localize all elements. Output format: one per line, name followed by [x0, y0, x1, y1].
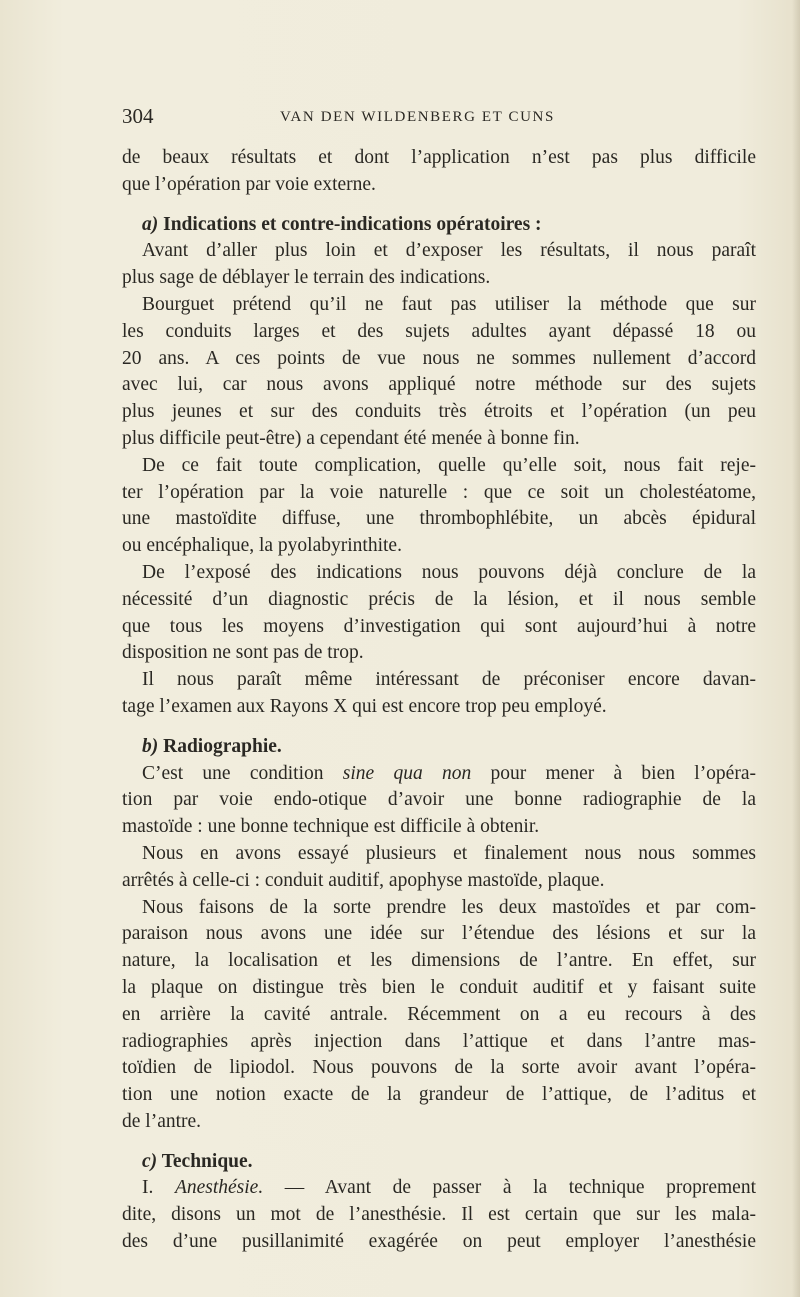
- text-line: Bourguet prétend qu’il ne faut pas utiliser la méthode que sur: [142, 293, 756, 315]
- paragraph-gap: [122, 721, 756, 734]
- paragraph-gap: [122, 1136, 756, 1149]
- text-line: disposition ne sont pas de trop.: [122, 642, 364, 664]
- text-line: Avant d’aller plus loin et d’exposer les résultats, il nous paraît: [142, 240, 756, 262]
- text-line: tage l’examen aux Rayons X qui est encore trop peu employé.: [122, 695, 607, 717]
- text-line: arrêtés à celle-ci : conduit auditif, apophyse mastoïde, plaque.: [122, 869, 605, 891]
- text-line: dite, disons un mot de l’anesthésie. Il est certain que sur les mala-: [122, 1204, 756, 1226]
- text-line: la plaque on distingue très bien le conduit auditif et y faisant suite: [122, 976, 756, 998]
- text-line: radiographies après injection dans l’attique et dans l’antre mas-: [122, 1030, 756, 1052]
- page-number: 304: [122, 104, 154, 128]
- text-run: — Avant de passer à la technique proprement: [263, 1177, 756, 1199]
- text-line: que tous les moyens d’investigation qui sont aujourd’hui à notre: [122, 615, 756, 637]
- text-line: De l’exposé des indications nous pouvons déjà conclure de la: [142, 561, 756, 583]
- section-heading-technique: [122, 1149, 756, 1176]
- paragraph-gap: [122, 199, 756, 212]
- page-edge-shadow: [792, 0, 800, 1297]
- text-line: nature, la localisation et les dimensions de l’antre. En effet, sur: [122, 950, 756, 972]
- text-line: que l’opération par voie externe.: [122, 173, 376, 195]
- text-line-with-italic: [122, 761, 756, 788]
- text-run: I.: [142, 1177, 175, 1199]
- text-line: toïdien de lipiodol. Nous pouvons de la sorte avoir avant l’opéra-: [122, 1057, 756, 1079]
- section-heading-indications: [122, 212, 756, 239]
- text-run: C’est une condition: [142, 762, 343, 784]
- text-line: plus jeunes et sur des conduits très étroits et l’opération (un peu: [122, 401, 756, 423]
- text-line: Il nous paraît même intéressant de préconiser encore davan-: [142, 669, 756, 691]
- text-line: paraison nous avons une idée sur l’étendue des lésions et sur la: [122, 923, 756, 945]
- text-line: Nous faisons de la sorte prendre les deux mastoïdes et par com-: [142, 896, 756, 918]
- heading-letter: a): [142, 213, 159, 235]
- text-line: plus sage de déblayer le terrain des indications.: [122, 267, 491, 289]
- text-line: nécessité d’un diagnostic précis de la lésion, et il nous semble: [122, 588, 756, 610]
- text-run: pour mener à bien l’opéra-: [471, 762, 756, 784]
- italic-run: Anesthésie.: [174, 1177, 264, 1199]
- section-heading-radiographie: [122, 734, 756, 761]
- italic-run: sine qua non: [342, 762, 472, 784]
- text-line: les conduits larges et des sujets adultes ayant dépassé 18 ou: [122, 320, 756, 342]
- text-line: Nous en avons essayé plusieurs et finalement nous nous sommes: [142, 842, 756, 864]
- text-line: ou encéphalique, la pyolabyrinthite.: [122, 535, 402, 557]
- heading-letter: c): [142, 1150, 158, 1172]
- heading-text: Technique.: [161, 1150, 253, 1172]
- running-title: VAN DEN WILDENBERG ET CUNS: [280, 109, 555, 125]
- heading-text: Indications et contre-indications opératoires :: [163, 213, 542, 235]
- text-line: avec lui, car nous avons appliqué notre méthode sur des sujets: [122, 374, 756, 396]
- body-text: [122, 145, 756, 1256]
- text-line: de l’antre.: [122, 1110, 202, 1132]
- text-line: tion par voie endo-otique d’avoir une bonne radiographie de la: [122, 789, 756, 811]
- text-line: tion une notion exacte de la grandeur de l’attique, de l’aditus et: [122, 1084, 756, 1106]
- text-line: de beaux résultats et dont l’application n’est pas plus difficile: [122, 147, 756, 168]
- text-line-with-italic: [122, 1175, 756, 1202]
- text-line: De ce fait toute complication, quelle qu’elle soit, nous fait reje-: [142, 454, 756, 476]
- text-line: plus difficile peut-être) a cependant été menée à bonne fin.: [122, 427, 580, 449]
- page-header: [122, 104, 762, 134]
- text-line: ter l’opération par la voie naturelle : que ce soit un cholestéatome,: [122, 481, 756, 503]
- text-line: une mastoïdite diffuse, une thrombophlébite, un abcès épidural: [122, 508, 756, 530]
- heading-letter: b): [142, 735, 159, 757]
- text-line: des d’une pusillanimité exagérée on peut employer l’anesthésie: [122, 1231, 756, 1253]
- text-line: mastoïde : une bonne technique est difficile à obtenir.: [122, 816, 540, 838]
- heading-text: Radiographie.: [163, 735, 282, 757]
- text-line: en arrière la cavité antrale. Récemment on a eu recours à des: [122, 1003, 756, 1025]
- text-line: 20 ans. A ces points de vue nous ne sommes nullement d’accord: [122, 347, 756, 369]
